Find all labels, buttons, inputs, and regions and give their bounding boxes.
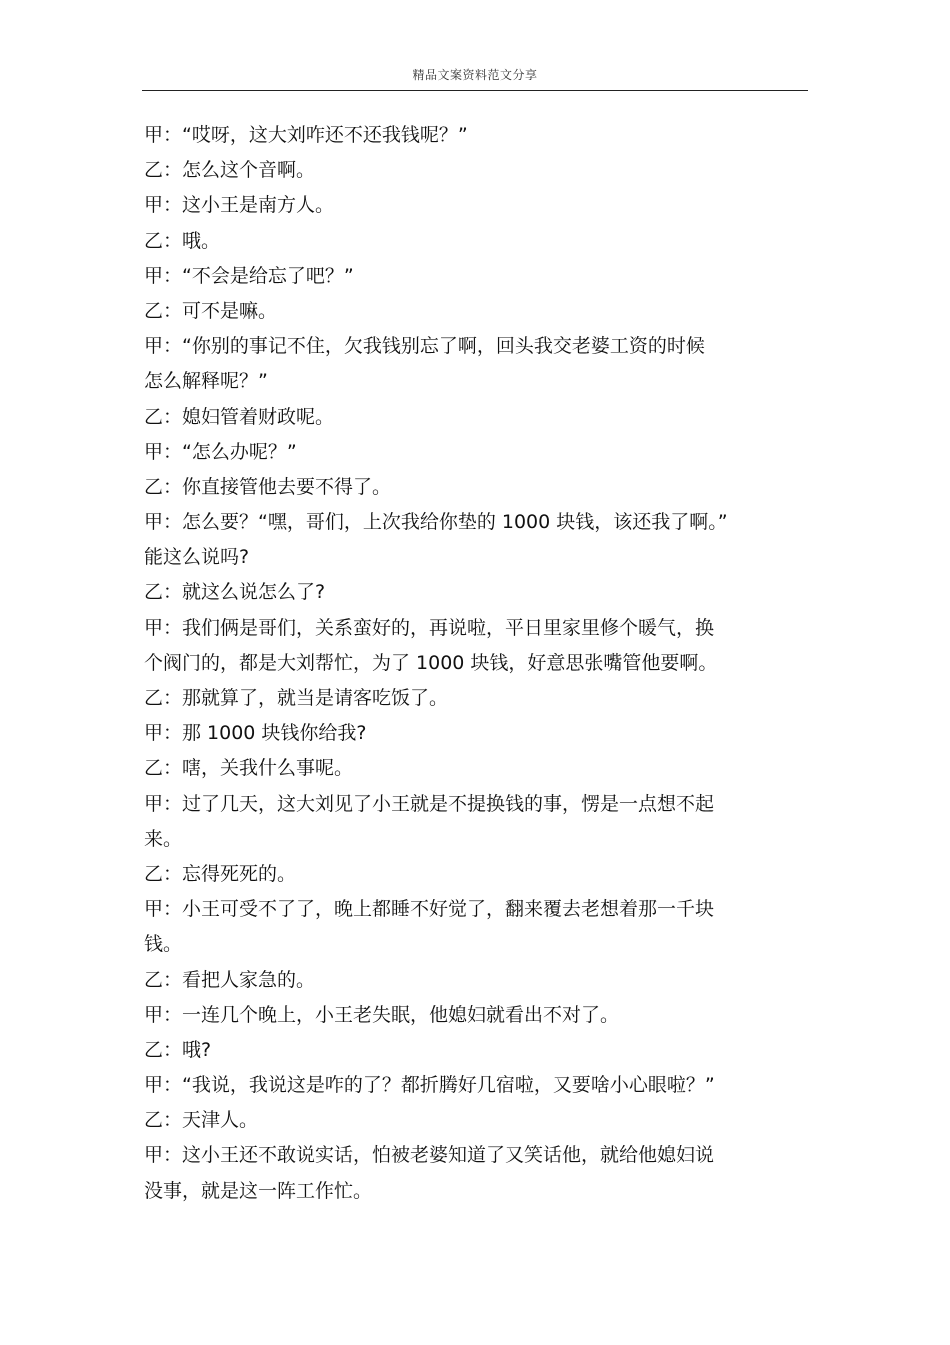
text-line: 乙：哦。 — [144, 229, 221, 252]
text-line: 乙：那就算了，就当是请客吃饭了。 — [144, 687, 449, 709]
text-line: 钱。 — [144, 933, 183, 956]
text-line: 甲：“不会是给忘了吧？” — [144, 264, 354, 287]
text-line: 乙：就这么说怎么了? — [144, 581, 326, 604]
page-header: 精品文案资料范文分享 — [412, 68, 538, 82]
text-line: 乙：天津人。 — [144, 1109, 259, 1132]
text-line: 乙：看把人家急的。 — [144, 968, 316, 991]
text-line: 来。 — [144, 827, 183, 850]
text-line: 甲：我们俩是哥们，关系蛮好的，再说啦，平日里家里修个暖气，换 — [144, 616, 715, 639]
text-line: 甲：怎么要？“嘿，哥们，上次我给你垫的 1000 块钱，该还我了啊。” — [144, 511, 728, 534]
text-line: 乙：哦? — [144, 1038, 212, 1061]
text-line: 甲：一连几个晚上，小王老失眠，他媳妇就看出不对了。 — [144, 1003, 620, 1026]
text-line: 甲：那 1000 块钱你给我? — [144, 722, 367, 745]
text-line: 乙：忘得死死的。 — [144, 862, 297, 885]
text-line: 个阀门的，都是大刘帮忙，为了 1000 块钱，好意思张嘴管他要啊。 — [144, 651, 718, 674]
text-line: 甲：“我说，我说这是咋的了？都折腾好几宿啦，又要啥小心眼啦？” — [144, 1074, 715, 1097]
text-line: 甲：“你别的事记不住，欠我钱别忘了啊，回头我交老婆工资的时候 — [144, 335, 705, 358]
text-line: 甲：这小王是南方人。 — [144, 194, 335, 217]
text-line: 怎么解释呢？” — [144, 370, 268, 393]
text-line: 甲：这小王还不敢说实话，怕被老婆知道了又笑话他，就给他媳妇说 — [144, 1144, 715, 1167]
text-line: 甲：“哎呀，这大刘咋还不还我钱呢？” — [144, 124, 468, 146]
text-line: 甲：过了几天，这大刘见了小王就是不提换钱的事，愣是一点想不起 — [144, 792, 715, 815]
text-line: 乙：嗐，关我什么事呢。 — [144, 757, 354, 780]
text-line: 乙：你直接管他去要不得了。 — [144, 475, 392, 498]
text-line: 甲：“怎么办呢？” — [144, 440, 297, 463]
text-line: 能这么说吗? — [144, 546, 250, 569]
text-line: 乙：媳妇管着财政呢。 — [144, 405, 335, 428]
text-line: 没事，就是这一阵工作忙。 — [144, 1179, 373, 1202]
dialogue-body — [144, 118, 794, 1209]
text-line: 甲：小王可受不了了，晚上都睡不好觉了，翻来覆去老想着那一千块 — [144, 898, 715, 921]
text-line: 乙：可不是嘛。 — [144, 299, 278, 322]
header-divider — [142, 90, 808, 91]
text-line: 乙：怎么这个音啊。 — [144, 159, 316, 182]
